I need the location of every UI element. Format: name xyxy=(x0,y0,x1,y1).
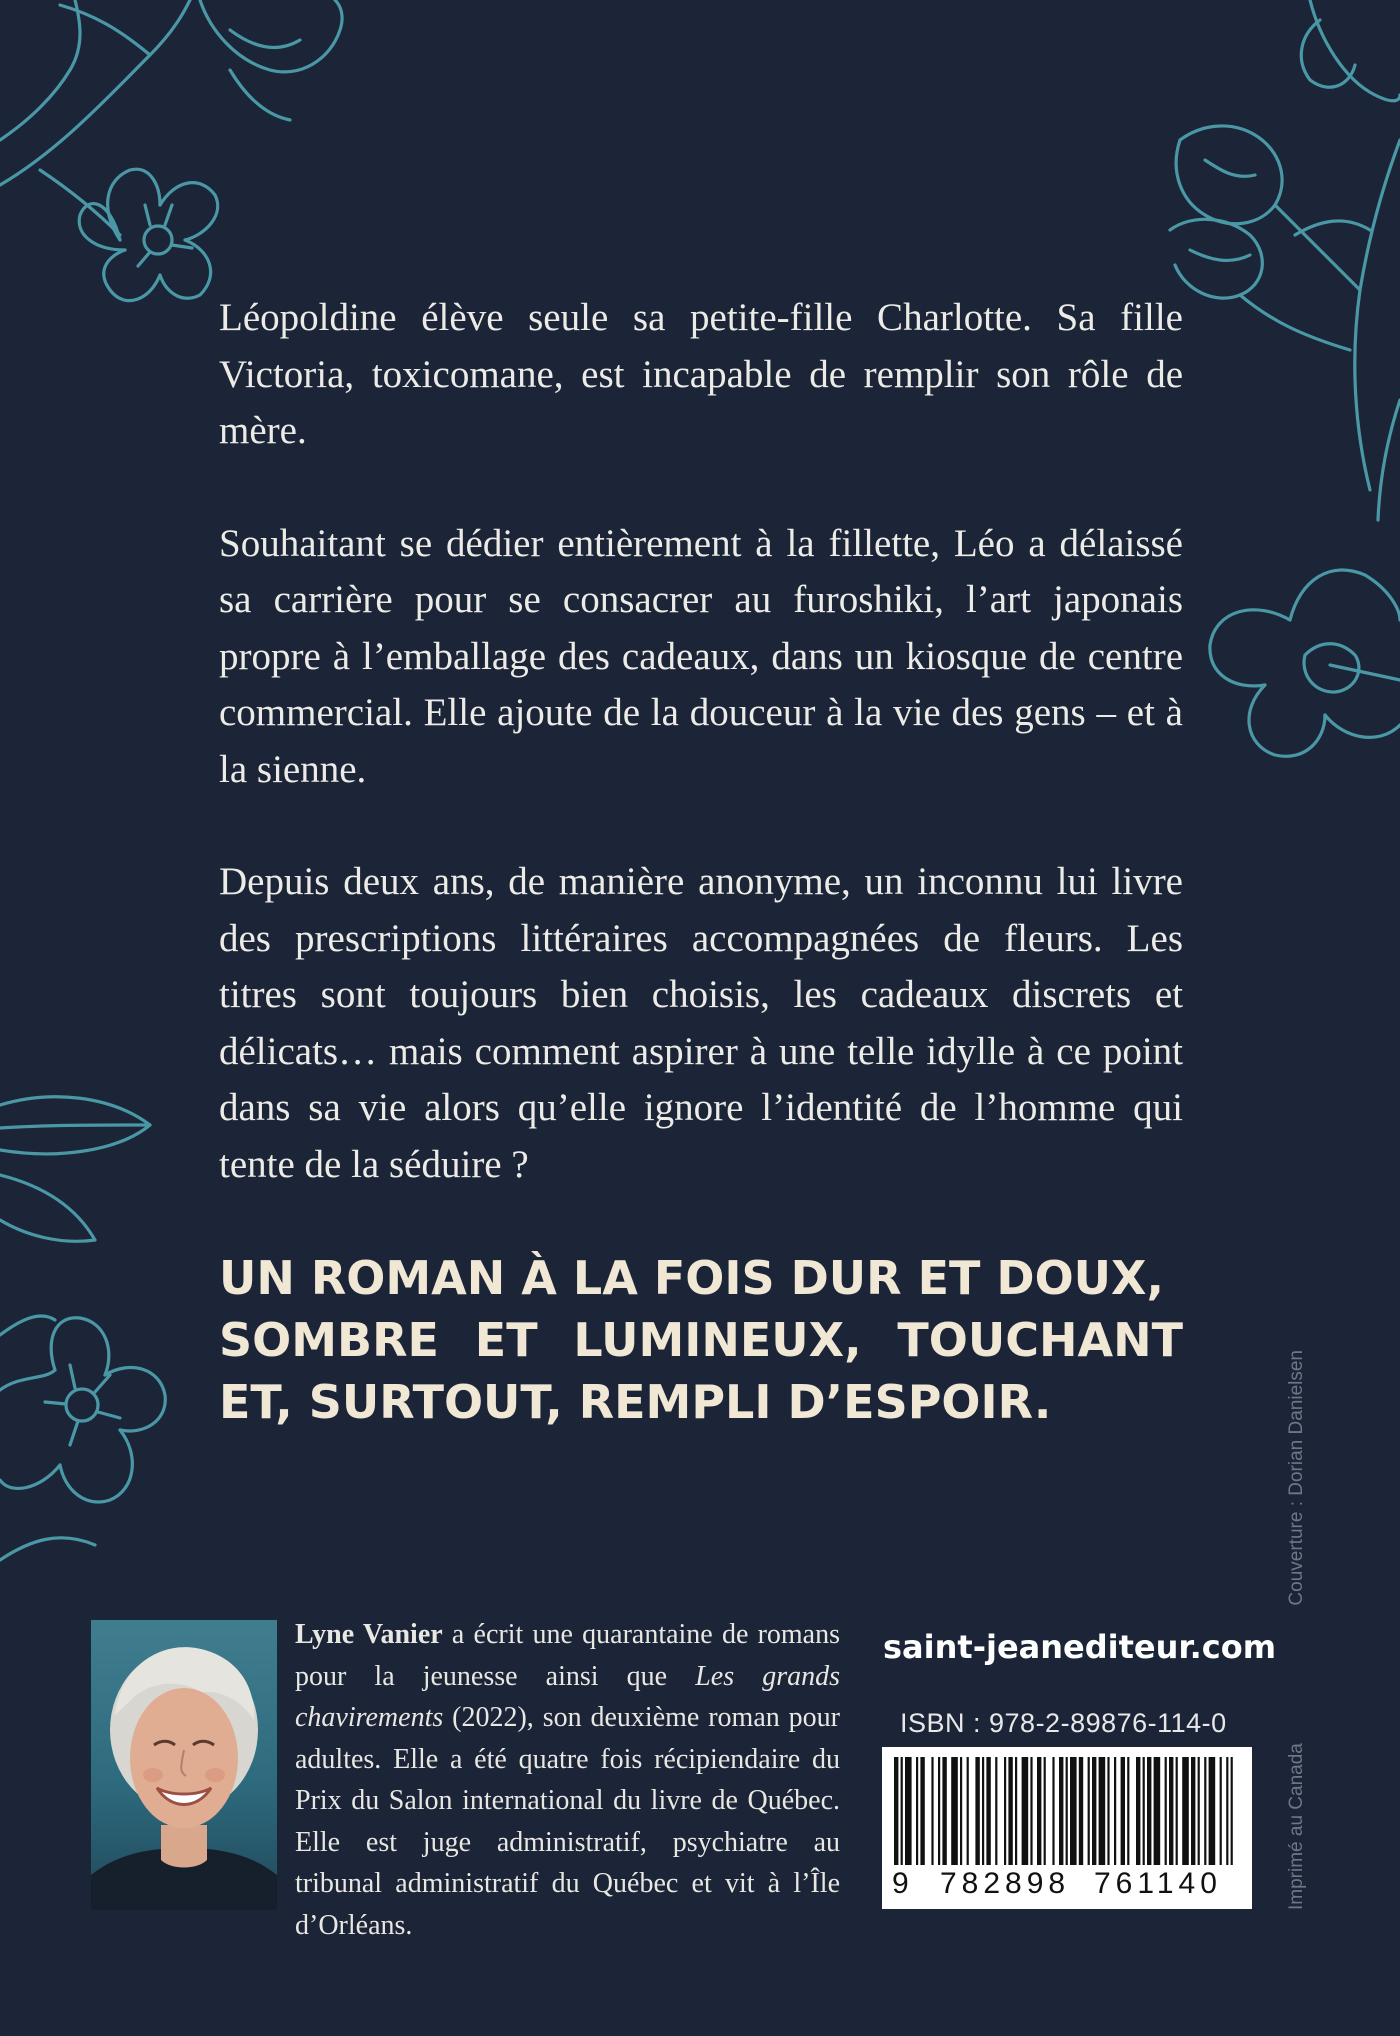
flower-branch-top-left xyxy=(0,0,342,235)
vertical-credits xyxy=(1286,1350,1308,1910)
barcode-bar xyxy=(1169,1757,1173,1865)
barcode-bar xyxy=(1015,1757,1017,1865)
barcode-bar xyxy=(1044,1757,1046,1865)
synopsis xyxy=(219,290,1183,1249)
barcode-bar xyxy=(1066,1757,1068,1865)
barcode-bar xyxy=(960,1757,962,1865)
barcode-bar xyxy=(1092,1757,1096,1865)
barcode-bar xyxy=(1004,1757,1006,1865)
barcode-digits xyxy=(882,1867,1252,1903)
barcode-bar xyxy=(1030,1757,1032,1865)
barcode-bar xyxy=(1121,1757,1125,1865)
printed-in-canada: Imprimé au Canada xyxy=(1286,1743,1307,1910)
barcode-digit-lead: 9 xyxy=(892,1867,909,1900)
cover-credit: Couverture : Dorian Danielsen xyxy=(1286,1350,1307,1606)
barcode-bar xyxy=(1079,1757,1083,1865)
flower-top-left xyxy=(79,169,217,300)
barcode-bar xyxy=(1008,1757,1012,1865)
barcode-bar xyxy=(1147,1757,1151,1865)
tagline xyxy=(219,1247,1183,1433)
barcode-bar xyxy=(1052,1757,1054,1865)
barcode-bar xyxy=(1209,1757,1216,1865)
barcode-bar xyxy=(1165,1757,1167,1865)
barcode-bar xyxy=(920,1757,924,1865)
stems-right xyxy=(1378,400,1400,520)
barcode xyxy=(882,1747,1252,1909)
synopsis-paragraph-1: Léopoldine élève seule sa petite-fille Charlotte. Sa fille Victoria, toxicomane, est incapable de remplir son rôle de mère. xyxy=(219,296,1183,452)
barcode-bar xyxy=(1143,1757,1145,1865)
barcode-bar xyxy=(1176,1757,1178,1865)
barcode-digit-group-1: 782898 xyxy=(940,1867,1071,1900)
barcode-bar xyxy=(967,1757,969,1865)
synopsis-paragraph-2: Souhaitant se dédier entièrement à la fillette, Léo a délaissé sa carrière pour se consacrer au furoshiki, l’art japonais propre à l’emballage des cadeaux, dans un kiosque de centre commercial. Elle ajoute de la douceur à la vie des gens – et à la sienne. xyxy=(219,521,1183,791)
barcode-bar xyxy=(1059,1757,1063,1865)
barcode-bar xyxy=(951,1757,958,1865)
barcode-bar xyxy=(931,1757,933,1865)
barcode-bar xyxy=(982,1757,984,1865)
barcode-bar xyxy=(1204,1757,1206,1865)
barcode-bar xyxy=(1198,1757,1200,1865)
barcode-bar xyxy=(905,1757,912,1865)
author-bio-text-2: (2022), son deuxième roman pour adultes. Elle a été quatre fois récipiendaire du Prix du Salon international du livre de Québec. Elle est juge administratif, psychiatre au tribunal administratif du Québec et vit à l’Île d’Orléans. xyxy=(295,1702,840,1941)
barcode-bar xyxy=(986,1757,990,1865)
tagline-line-1: UN ROMAN À LA FOIS DUR ET DOUX, xyxy=(219,1251,1164,1305)
barcode-bar xyxy=(1022,1757,1029,1865)
author-bio-text-1: a écrit une quarantaine de romans pour la jeunesse ainsi que xyxy=(295,1619,841,1692)
isbn: ISBN : 978-2-89876-114-0 xyxy=(900,1708,1227,1738)
tagline-line-3: ET, SURTOUT, REMPLI D’ESPOIR. xyxy=(219,1375,1052,1429)
barcode-bar xyxy=(1037,1757,1041,1865)
flower-right xyxy=(1210,570,1400,756)
barcode-bar xyxy=(995,1757,997,1865)
barcode-digit-group-2: 761140 xyxy=(1094,1867,1222,1900)
barcode-bar xyxy=(1070,1757,1077,1865)
barcode-bar xyxy=(894,1757,898,1865)
barcode-bar xyxy=(1231,1757,1233,1865)
barcode-bar xyxy=(1136,1757,1140,1865)
barcode-bar xyxy=(1127,1757,1129,1865)
author-photo xyxy=(91,1620,277,1910)
tagline-word: SOMBRE xyxy=(219,1313,439,1367)
tagline-word: TOUCHANT xyxy=(897,1313,1183,1367)
barcode-bar xyxy=(1107,1757,1109,1865)
barcode-bar xyxy=(1088,1757,1090,1865)
author-bio xyxy=(295,1614,840,1946)
barcode-bar xyxy=(1220,1757,1222,1865)
barcode-bar xyxy=(1191,1757,1195,1865)
publisher-website[interactable]: saint-jeanediteur.com xyxy=(883,1628,1277,1666)
barcode-bar xyxy=(1099,1757,1106,1865)
book-title: Les grands chavirements xyxy=(295,1660,840,1733)
barcode-bar xyxy=(942,1757,946,1865)
flower-branch-top-right xyxy=(1170,0,1400,490)
barcode-bar xyxy=(916,1757,918,1865)
tagline-line-2 xyxy=(219,1309,1183,1371)
flower-bottom-left xyxy=(0,1316,165,1560)
tagline-word: LUMINEUX, xyxy=(573,1313,862,1367)
barcode-bar xyxy=(1182,1757,1189,1865)
barcode-bar xyxy=(938,1757,940,1865)
barcode-bar xyxy=(1114,1757,1116,1865)
synopsis-paragraph-3: Depuis deux ans, de manière anonyme, un inconnu lui livre des prescriptions littéraires accompagnées de fleurs. Les titres sont toujours bien choisis, les cadeaux discrets et délicats… mais comment aspirer à une telle idylle à ce point dans sa vie alors qu’elle ignore l’identité de l’homme qui tente de la séduire ? xyxy=(219,860,1183,1186)
barcode-bar xyxy=(1226,1757,1228,1865)
barcode-bar xyxy=(1154,1757,1161,1865)
author-name: Lyne Vanier xyxy=(295,1619,443,1650)
tagline-word: ET xyxy=(474,1313,538,1367)
barcode-bar xyxy=(975,1757,979,1865)
leaves-left-middle xyxy=(0,1097,150,1241)
barcode-bar xyxy=(901,1757,903,1865)
